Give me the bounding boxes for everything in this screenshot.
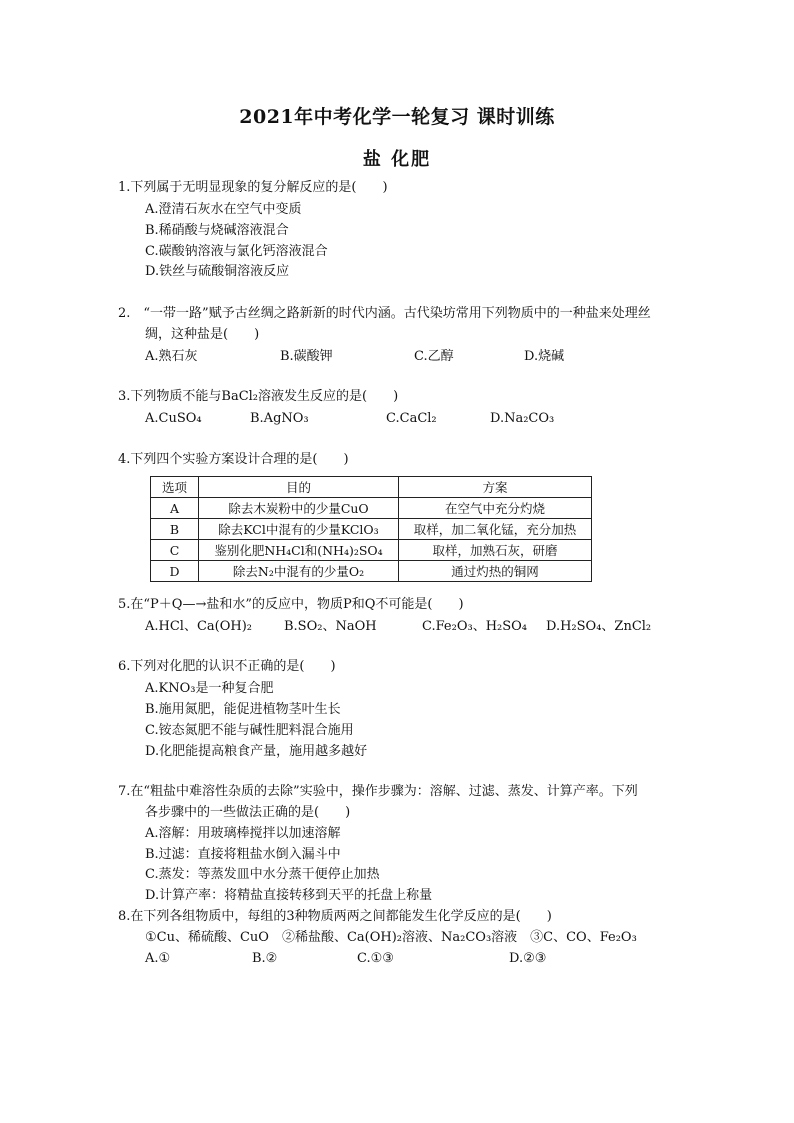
table-header-cell: 目的 — [199, 477, 399, 498]
table-row — [151, 519, 592, 540]
question-2-option-b: B.碳酸钾 — [280, 349, 333, 364]
question-7-option-a: A.溶解：用玻璃棒搅拌以加速溶解 — [145, 826, 341, 841]
table-row — [151, 540, 592, 561]
table-cell: 鉴别化肥NH₄Cl和(NH₄)₂SO₄ — [199, 540, 399, 561]
question-6-option-c: C.铵态氮肥不能与碱性肥料混合施用 — [145, 723, 354, 738]
question-3-stem: 3.下列物质不能与BaCl₂溶液发生反应的是( ) — [118, 389, 399, 404]
question-3-option-b: B.AgNO₃ — [250, 411, 309, 426]
table-cell: 除去KCl中混有的少量KClO₃ — [199, 519, 399, 540]
question-8-stem: 8.在下列各组物质中，每组的3种物质两两之间都能发生化学反应的是( ) — [118, 909, 552, 924]
question-6-option-a: A.KNO₃是一种复合肥 — [145, 681, 274, 696]
question-8-option-a: A.① — [145, 951, 171, 966]
question-6-option-d: D.化肥能提高粮食产量，施用越多越好 — [145, 744, 368, 759]
page-title: 2021年中考化学一轮复习 课时训练 — [239, 106, 555, 128]
question-7-option-b: B.过滤：直接将粗盐水倒入漏斗中 — [145, 847, 341, 862]
question-1-stem: 1.下列属于无明显现象的复分解反应的是( ) — [118, 180, 388, 195]
question-7-option-d: D.计算产率：将精盐直接转移到天平的托盘上称量 — [145, 888, 433, 903]
question-4-stem: 4.下列四个实验方案设计合理的是( ) — [118, 452, 349, 467]
question-1-option-b: B.稀硝酸与烧碱溶液混合 — [145, 223, 289, 238]
table-cell: 取样，加二氧化锰，充分加热 — [399, 519, 592, 540]
question-1-option-a: A.澄清石灰水在空气中变质 — [145, 202, 302, 217]
question-6-stem: 6.下列对化肥的认识不正确的是( ) — [118, 659, 336, 674]
table-cell: 除去N₂中混有的少量O₂ — [199, 561, 399, 582]
question-8-option-d: D.②③ — [509, 951, 547, 966]
experiment-table — [150, 476, 592, 582]
table-header-cell: 选项 — [151, 477, 199, 498]
table-row — [151, 561, 592, 582]
question-7-stem-line1: 7.在“粗盐中难溶性杂质的去除”实验中，操作步骤为：溶解、过滤、蒸发、计算产率。下列 — [118, 784, 638, 799]
question-7-option-c: C.蒸发：等蒸发皿中水分蒸干便停止加热 — [145, 867, 380, 882]
table-cell: B — [151, 519, 199, 540]
table-header-cell: 方案 — [399, 477, 592, 498]
question-8-option-c: C.①③ — [357, 951, 394, 966]
page-subtitle: 盐 化肥 — [362, 149, 432, 170]
table-cell: 取样，加熟石灰，研磨 — [399, 540, 592, 561]
table-cell: C — [151, 540, 199, 561]
question-5-option-b: B.SO₂、NaOH — [284, 619, 377, 634]
question-6-option-b: B.施用氮肥，能促进植物茎叶生长 — [145, 702, 341, 717]
question-2-option-d: D.烧碱 — [524, 349, 565, 364]
table-cell: 通过灼热的铜网 — [399, 561, 592, 582]
question-8-option-b: B.② — [252, 951, 278, 966]
question-2-option-a: A.熟石灰 — [145, 349, 198, 364]
question-3-option-c: C.CaCl₂ — [386, 411, 437, 426]
table-row — [151, 498, 592, 519]
question-1-option-d: D.铁丝与硫酸铜溶液反应 — [145, 264, 290, 279]
question-8-groups: ①Cu、稀硫酸、CuO ②稀盐酸、Ca(OH)₂溶液、Na₂CO₃溶液 ③C、CO、Fe₂O₃ — [145, 930, 637, 945]
table-cell: 除去木炭粉中的少量CuO — [199, 498, 399, 519]
question-1-option-c: C.碳酸钠溶液与氯化钙溶液混合 — [145, 244, 328, 259]
question-7-stem-line2: 各步骤中的一些做法正确的是( ) — [145, 805, 351, 820]
table-header-row — [151, 477, 592, 498]
table-cell: A — [151, 498, 199, 519]
question-5-option-d: D.H₂SO₄、ZnCl₂ — [546, 619, 652, 634]
question-5-option-c: C.Fe₂O₃、H₂SO₄ — [422, 619, 528, 634]
question-5-stem: 5.在“P＋Q—→盐和水”的反应中，物质P和Q不可能是( ) — [118, 597, 464, 612]
question-2-stem-line1: 2. “一带一路”赋予古丝绸之路新新的时代内涵。古代染坊常用下列物质中的一种盐来处理丝 — [118, 306, 651, 321]
table-cell: 在空气中充分灼烧 — [399, 498, 592, 519]
question-2-stem-line2: 绸，这种盐是( ) — [145, 327, 260, 342]
question-2-option-c: C.乙醇 — [414, 349, 454, 364]
table-cell: D — [151, 561, 199, 582]
question-3-option-d: D.Na₂CO₃ — [490, 411, 555, 426]
question-5-option-a: A.HCl、Ca(OH)₂ — [145, 619, 253, 634]
question-3-option-a: A.CuSO₄ — [145, 411, 202, 426]
